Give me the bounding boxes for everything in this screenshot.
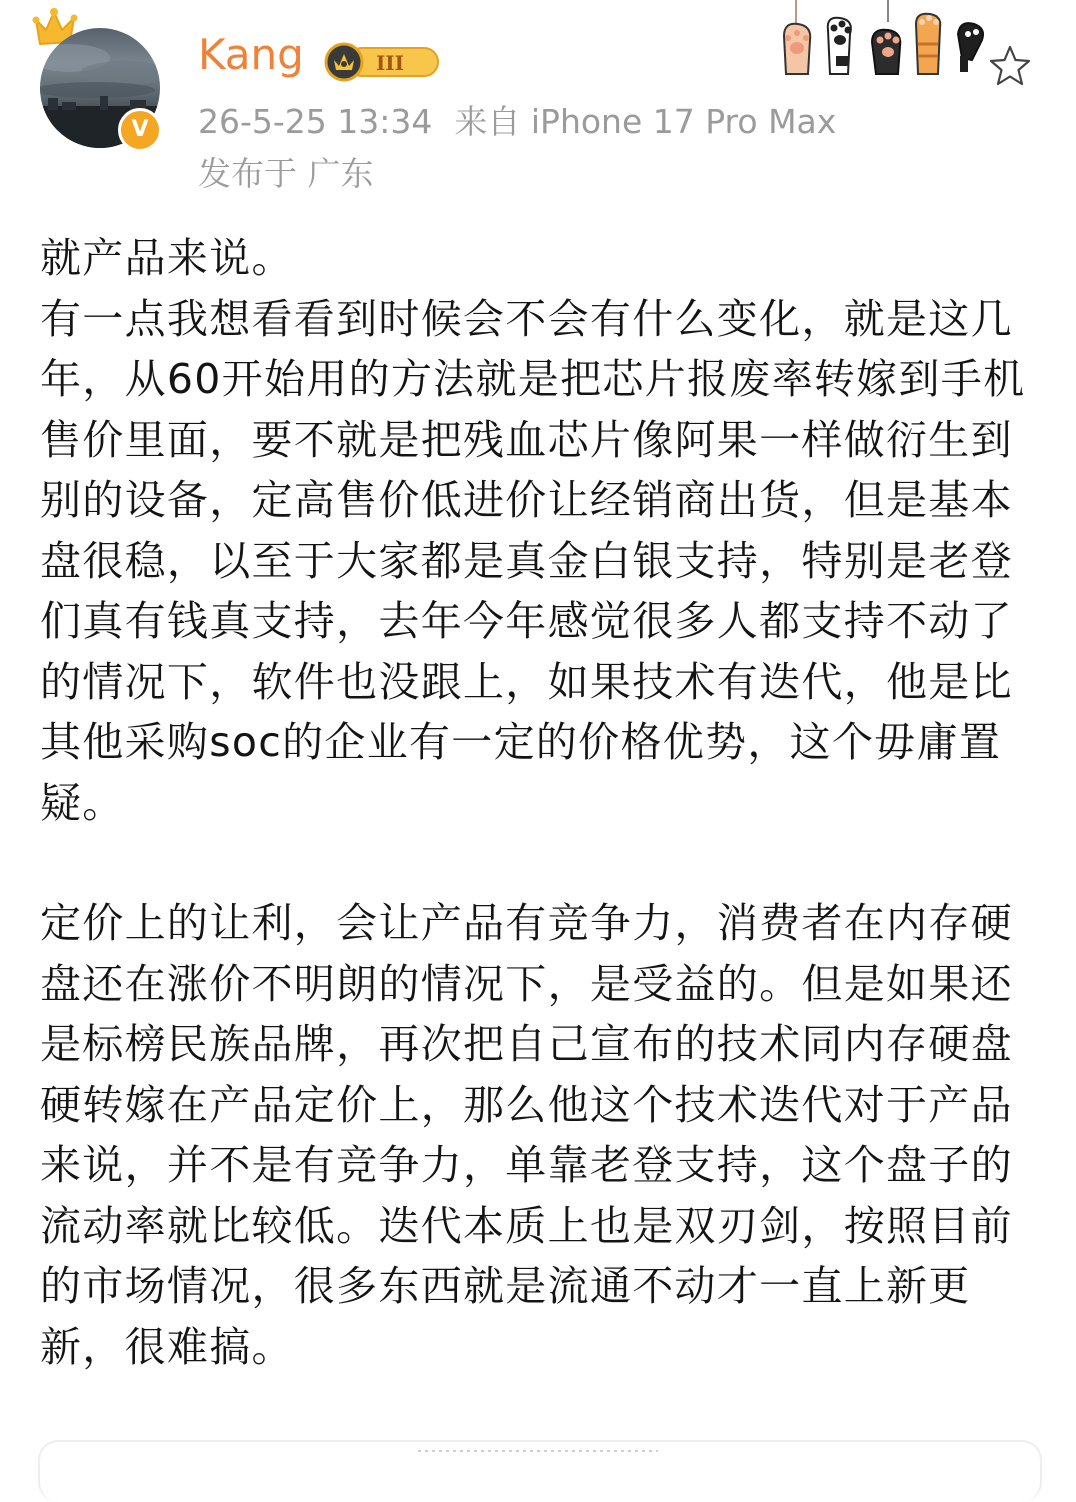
post-text-line: 就产品来说。 (40, 234, 294, 282)
post-source[interactable]: 来自 iPhone 17 Pro Max (454, 102, 837, 141)
post-location: 发布于 广东 (198, 154, 374, 193)
verified-mark: V (131, 117, 149, 142)
vip-level-badge[interactable] (320, 38, 442, 84)
post-paragraph (40, 228, 1040, 833)
vip-level-text: III (375, 51, 405, 75)
post-paragraph: 定价上的让利，会让产品有竞争力，消费者在内存硬盘还在涨价不明朗的情况下，是受益的。但是如果还是标榜民族品牌，再次把自己宣布的技术同内存硬盘硬转嫁在产品定价上，那么他这个技术迭代对于产品来说，并不是有竞争力，单靠老登支持，这个盘子的流动率就比较低。迭代本质上也是双刃剑，按照目前的市场情况，很多东西就是流通不动才一直上新更新，很难搞。 (40, 899, 1013, 1371)
bottom-dots-decoration (418, 1446, 658, 1456)
post-timestamp: 26-5-25 13:34 (198, 102, 433, 141)
star-outline-icon[interactable] (988, 44, 1032, 88)
username[interactable]: Kang (198, 30, 304, 79)
cat-paws-decoration (776, 0, 1016, 82)
verified-badge-icon (118, 108, 162, 152)
post-body (40, 228, 1040, 1377)
post-meta (198, 104, 836, 140)
post-text: 有一点我想看看到时候会不会有什么变化，就是这几年，从60开始用的方法就是把芯片报废率转嫁到手机售价里面，要不就是把残血芯片像阿果一样做衍生到别的设备，定高售价低进价让经销商出货，但是基本盘很稳，以至于大家都是真金白银支持，特别是老登们真有钱真支持，去年今年感觉很多人都支持不动了的情况下，软件也没跟上，如果技术有迭代，他是比其他采购soc的企业有一定的价格优势，这个毋庸置疑。 (40, 294, 1026, 827)
